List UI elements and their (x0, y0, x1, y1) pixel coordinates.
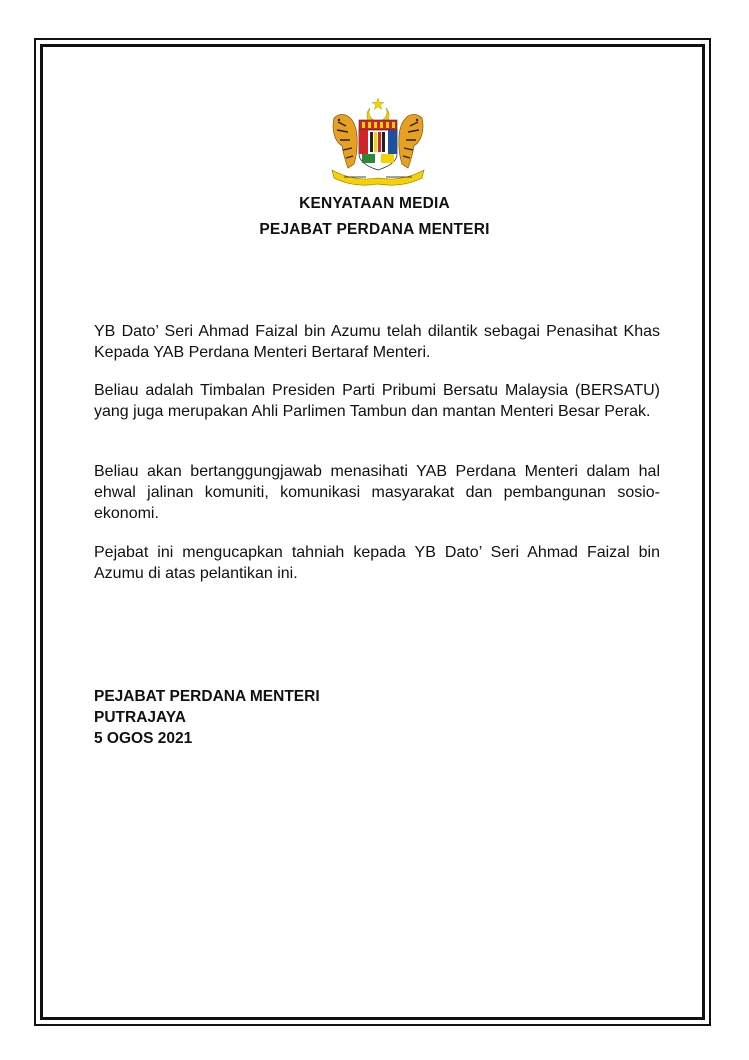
paragraph-responsibility: Beliau akan bertanggungjawab menasihati YAB Perdana Menteri dalam hal ehwal jalinan komuniti, komunikasi masyarakat dan pembangunan sosio-ekonomi. (94, 463, 660, 522)
signoff-place: PUTRAJAYA (94, 709, 186, 726)
coat-of-arms-icon (326, 98, 430, 190)
page-border-inner (40, 44, 705, 1020)
paragraph-background: Beliau adalah Timbalan Presiden Parti Pribumi Bersatu Malaysia (BERSATU) yang juga merupakan Ahli Parlimen Tambun dan mantan Menteri Besar Perak. (94, 382, 660, 420)
document-title: KENYATAAN MEDIA (299, 195, 450, 212)
signoff-date: 5 OGOS 2021 (94, 730, 193, 747)
signoff-block (94, 686, 320, 749)
signoff-office: PEJABAT PERDANA MENTERI (94, 688, 320, 705)
paragraph-appointment: YB Dato’ Seri Ahmad Faizal bin Azumu telah dilantik sebagai Penasihat Khas Kepada YAB Perdana Menteri Bertaraf Menteri. (94, 323, 660, 361)
document-subtitle: PEJABAT PERDANA MENTERI (259, 221, 490, 238)
paragraph-congratulations: Pejabat ini mengucapkan tahniah kepada YB Dato’ Seri Ahmad Faizal bin Azumu di atas pelantikan ini. (94, 544, 660, 582)
